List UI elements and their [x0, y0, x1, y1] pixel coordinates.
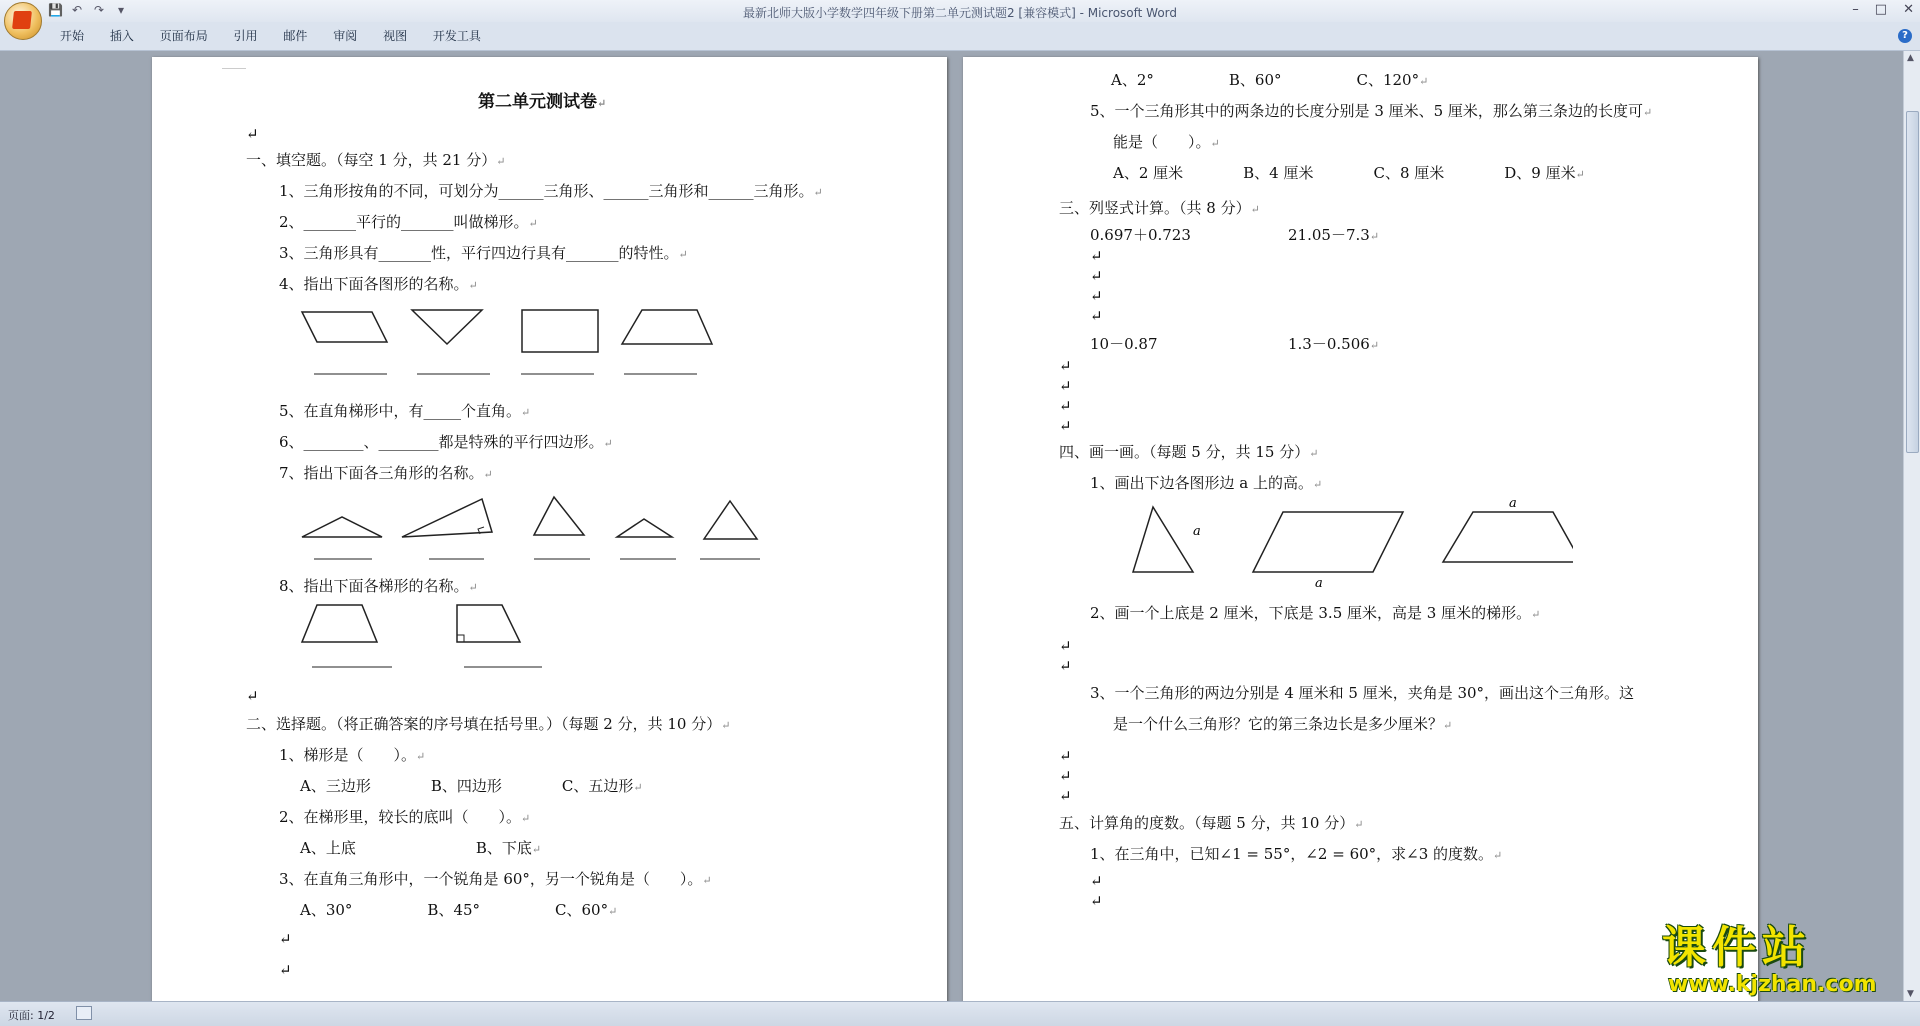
title-bar: [0, 0, 1920, 23]
side-label-a: a: [1509, 497, 1517, 511]
empty-paragraph: ↵: [1090, 247, 1103, 265]
empty-paragraph: ↵: [1059, 747, 1072, 765]
office-logo-icon: [12, 11, 32, 29]
question-text: 5、在直角梯形中，有_____个直角。↵: [279, 402, 531, 420]
empty-paragraph: ↵: [279, 930, 292, 948]
empty-paragraph: ↵: [1059, 377, 1072, 395]
page-title: 第二单元测试卷↵: [478, 92, 607, 112]
empty-paragraph: ↵: [246, 687, 259, 705]
empty-paragraph: ↵: [1090, 287, 1103, 305]
empty-paragraph: ↵: [1090, 267, 1103, 285]
customize-qat-icon[interactable]: ▾: [117, 3, 125, 17]
status-bar: [0, 1001, 1920, 1026]
question-text: 能是（ ）。↵: [1113, 133, 1220, 151]
question-text: 8、指出下面各梯形的名称。↵: [279, 577, 478, 595]
tab-view[interactable]: 视图: [383, 29, 408, 43]
section-heading: 四、画一画。（每题 5 分，共 15 分）↵: [1059, 443, 1319, 461]
question-text: 6、________、________都是特殊的平行四边形。↵: [279, 433, 613, 451]
quick-access-toolbar: [48, 3, 128, 17]
section-heading: 三、列竖式计算。（共 8 分）↵: [1059, 199, 1260, 217]
calc-expression: 21.05－7.3↵: [1288, 226, 1380, 244]
answer-options: A、30° B、45° C、60°↵: [300, 901, 618, 919]
question-text: 1、在三角中，已知∠1 = 55°，∠2 = 60°，求∠3 的度数。↵: [1090, 845, 1503, 863]
height-drawing-figures: [1123, 497, 1573, 587]
watermark-title: 课件站: [1662, 922, 1812, 973]
answer-options: A、上底 B、下底↵: [300, 839, 542, 857]
tab-mailings[interactable]: 邮件: [283, 29, 308, 43]
tab-developer[interactable]: 开发工具: [432, 29, 481, 43]
quadrilateral-figures: [292, 302, 732, 382]
empty-paragraph: ↵: [1059, 657, 1072, 675]
vertical-scrollbar[interactable]: [1903, 51, 1920, 1001]
scroll-up-icon[interactable]: ▲: [1907, 53, 1914, 63]
question-text: 3、三角形具有_______性，平行四边行具有_______的特性。↵: [279, 244, 688, 262]
proofing-icon[interactable]: [76, 1006, 92, 1020]
window-title: 最新北师大版小学数学四年级下册第二单元测试题2 [兼容模式] - Microsoft Word: [742, 6, 1178, 20]
ribbon-tabs: [0, 22, 1920, 51]
close-button[interactable]: ✕: [1903, 2, 1914, 17]
question-text: 1、三角形按角的不同，可划分为______三角形、______三角形和______三角形。↵: [279, 182, 823, 200]
section-heading: 二、选择题。（将正确答案的序号填在括号里。）（每题 2 分，共 10 分）↵: [246, 715, 731, 733]
question-text: 1、画出下边各图形边 a 上的高。↵: [1090, 474, 1323, 492]
empty-paragraph: ↵: [1059, 767, 1072, 785]
empty-paragraph: ↵: [279, 961, 292, 979]
question-text: 是一个什么三角形？它的第三条边长是多少厘米？↵: [1113, 715, 1453, 733]
page-2: [963, 57, 1758, 1001]
empty-paragraph: ↵: [1059, 417, 1072, 435]
answer-options: A、三边形 B、四边形 C、五边形↵: [300, 777, 643, 795]
question-text: 2、画一个上底是 2 厘米，下底是 3.5 厘米，高是 3 厘米的梯形。↵: [1090, 604, 1541, 622]
tab-home[interactable]: 开始: [60, 29, 85, 43]
tab-references[interactable]: 引用: [233, 29, 258, 43]
empty-paragraph: ↵: [1090, 307, 1103, 325]
page-1: [152, 57, 947, 1001]
question-text: 7、指出下面各三角形的名称。↵: [279, 464, 493, 482]
question-text: 2、在梯形里，较长的底叫（ ）。↵: [279, 808, 531, 826]
calc-expression: 0.697＋0.723: [1090, 226, 1191, 244]
office-button[interactable]: [4, 2, 42, 40]
save-icon[interactable]: 💾: [48, 3, 63, 17]
question-text: 3、一个三角形的两边分别是 4 厘米和 5 厘米，夹角是 30°，画出这个三角形。这: [1090, 684, 1635, 702]
watermark-logo: [1662, 924, 1894, 1000]
side-label-a: a: [1193, 524, 1201, 539]
help-icon[interactable]: ?: [1898, 29, 1912, 43]
scrollbar-thumb[interactable]: [1906, 111, 1919, 453]
question-text: 1、梯形是（ ）。↵: [279, 746, 426, 764]
empty-paragraph: ↵: [1090, 872, 1103, 890]
empty-paragraph: ↵: [1090, 892, 1103, 910]
question-text: 4、指出下面各图形的名称。↵: [279, 275, 478, 293]
watermark-url: www.kjzhan.com: [1668, 972, 1877, 997]
section-heading: 五、计算角的度数。（每题 5 分，共 10 分）↵: [1059, 814, 1364, 832]
empty-paragraph: ↵: [1059, 787, 1072, 805]
calc-expression: 1.3－0.506↵: [1288, 335, 1380, 353]
document-workspace: [0, 51, 1904, 1001]
triangle-figures: [292, 487, 762, 567]
trapezoid-figures: [292, 597, 592, 677]
answer-options: A、2° B、60° C、120°↵: [1111, 71, 1429, 89]
empty-paragraph: ↵: [1059, 397, 1072, 415]
empty-paragraph: ↵: [246, 125, 259, 143]
undo-icon[interactable]: ↶: [71, 3, 83, 17]
section-heading: 一、填空题。（每空 1 分，共 21 分）↵: [246, 151, 506, 169]
tab-page-layout[interactable]: 页面布局: [159, 29, 208, 43]
calc-expression: 10－0.87: [1090, 335, 1158, 353]
question-text: 2、_______平行的_______叫做梯形。↵: [279, 213, 538, 231]
answer-options: A、2 厘米 B、4 厘米 C、8 厘米 D、9 厘米↵: [1113, 164, 1585, 182]
side-label-a: a: [1315, 576, 1323, 587]
page-count[interactable]: 页面: 1/2: [8, 1009, 55, 1022]
scroll-down-icon[interactable]: ▼: [1907, 989, 1914, 999]
tab-insert[interactable]: 插入: [109, 29, 134, 43]
maximize-button[interactable]: □: [1874, 2, 1888, 17]
empty-paragraph: ↵: [1059, 357, 1072, 375]
tab-review[interactable]: 审阅: [333, 29, 358, 43]
empty-paragraph: ↵: [1059, 637, 1072, 655]
minimize-button[interactable]: –: [1852, 2, 1859, 17]
question-text: 3、在直角三角形中，一个锐角是 60°，另一个锐角是（ ）。↵: [279, 870, 712, 888]
question-text: 5、一个三角形其中的两条边的长度分别是 3 厘米、5 厘米，那么第三条边的长度可↵: [1090, 102, 1653, 120]
margin-corner-mark: [222, 57, 246, 69]
redo-icon[interactable]: ↷: [93, 3, 105, 17]
window-controls: [1852, 2, 1914, 17]
